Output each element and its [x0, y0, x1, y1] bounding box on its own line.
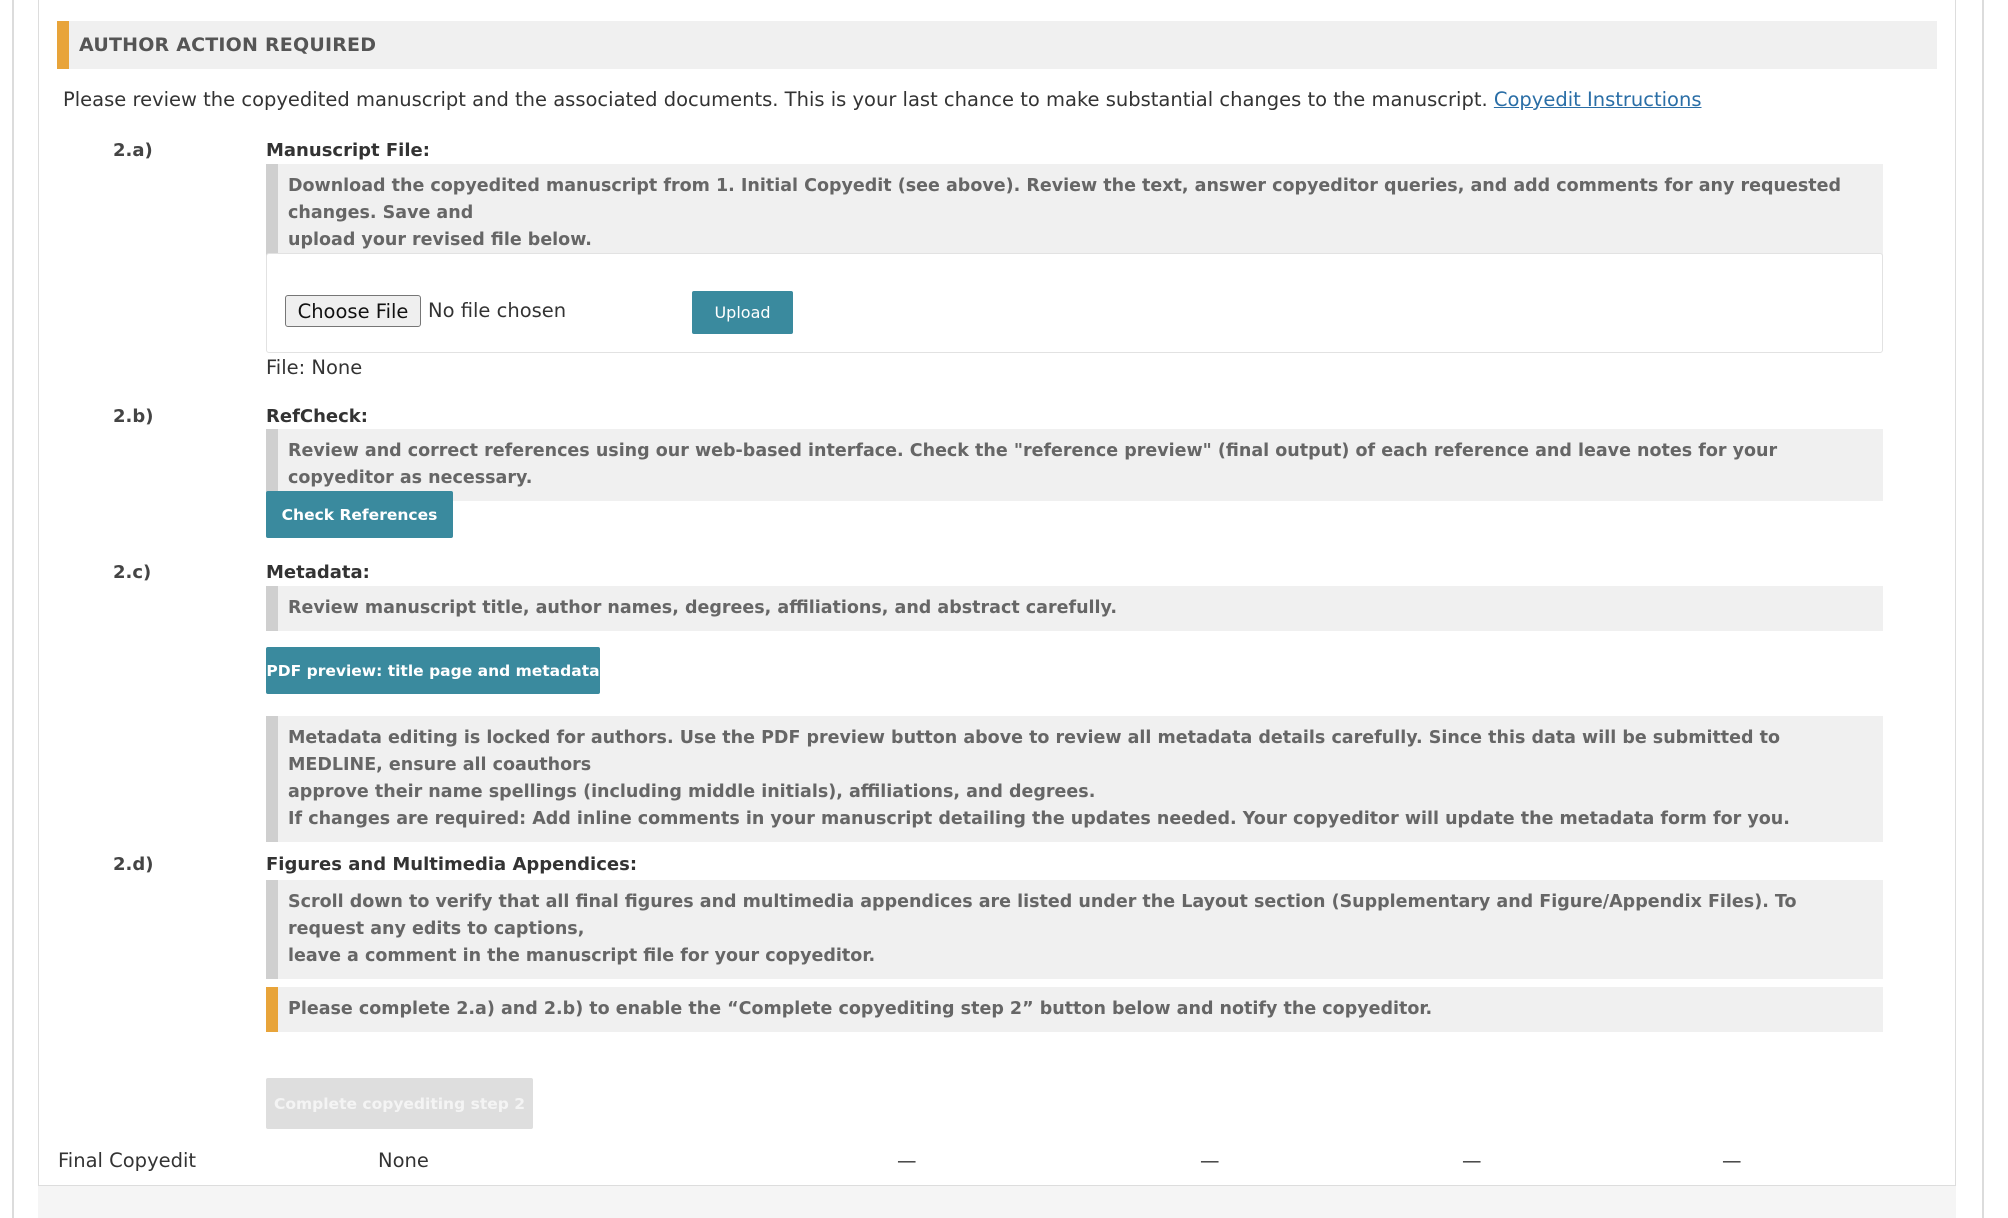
- note-line: Download the copyedited manuscript from 1. Initial Copyedit (see above). Review the text, answer copyeditor queries, and add comments for any requested changes. Save and: [288, 176, 1842, 223]
- note-line: leave a comment in the manuscript file for your copyeditor.: [288, 946, 876, 966]
- final-copyedit-dash: —: [1462, 1149, 1482, 1172]
- intro-paragraph: [63, 88, 1702, 111]
- note-line: Metadata editing is locked for authors. Use the PDF preview button above to review all metadata details carefully. Since this data will be submitted to MEDLINE, ensure all coauthors: [288, 728, 1781, 775]
- note-line: upload your revised file below.: [288, 230, 592, 250]
- refcheck-note: [266, 429, 1883, 501]
- step-number-2c: 2.c): [113, 562, 152, 583]
- file-status: File: None: [266, 356, 363, 379]
- page-edge-left: [12, 0, 14, 1218]
- choose-file-button[interactable]: Choose File: [285, 295, 421, 327]
- final-copyedit-dash: —: [1722, 1149, 1742, 1172]
- completion-warning: [266, 987, 1883, 1032]
- copyedit-instructions-link[interactable]: Copyedit Instructions: [1493, 88, 1702, 111]
- step-number-2a: 2.a): [113, 140, 153, 161]
- section-header: [57, 21, 1937, 69]
- note-line: If changes are required: Add inline comments in your manuscript detailing the updates needed. Your copyeditor will update the metadata form for you.: [288, 809, 1790, 829]
- no-file-chosen-text: No file chosen: [428, 299, 567, 322]
- final-copyedit-dash: —: [1200, 1149, 1220, 1172]
- final-copyedit-label: Final Copyedit: [58, 1149, 197, 1172]
- complete-step-2-button: Complete copyediting step 2: [266, 1078, 533, 1129]
- note-line: approve their name spellings (including middle initials), affiliations, and degrees.: [288, 782, 1096, 802]
- metadata-note: [266, 586, 1883, 631]
- step-label-refcheck: RefCheck:: [266, 406, 368, 427]
- note-line: Review manuscript title, author names, degrees, affiliations, and abstract carefully.: [288, 598, 1118, 618]
- step-label-manuscript-file: Manuscript File:: [266, 140, 430, 161]
- panel-footer-gap: [38, 1186, 1956, 1218]
- step-label-metadata: Metadata:: [266, 562, 370, 583]
- pdf-preview-button[interactable]: PDF preview: title page and metadata: [266, 647, 600, 694]
- step-label-figures: Figures and Multimedia Appendices:: [266, 854, 638, 875]
- note-line: Review and correct references using our web-based interface. Check the "reference preview" (final output) of each reference and leave notes for your copyeditor as necessary.: [288, 441, 1778, 488]
- figures-note: [266, 880, 1883, 979]
- upload-button[interactable]: Upload: [692, 291, 793, 334]
- final-copyedit-value: None: [378, 1149, 429, 1172]
- step-number-2b: 2.b): [113, 406, 154, 427]
- page-edge-right: [1982, 0, 1984, 1218]
- step-number-2d: 2.d): [113, 854, 154, 875]
- warning-text: Please complete 2.a) and 2.b) to enable the “Complete copyediting step 2” button below and notify the copyeditor.: [288, 999, 1433, 1019]
- manuscript-file-note: [266, 164, 1883, 263]
- check-references-button[interactable]: Check References: [266, 491, 453, 538]
- intro-text: Please review the copyedited manuscript and the associated documents. This is your last chance to make substantial changes to the manuscript.: [63, 88, 1488, 111]
- note-line: Scroll down to verify that all final figures and multimedia appendices are listed under the Layout section (Supplementary and Figure/Appendix Files). To request any edits to captions,: [288, 892, 1797, 939]
- section-title: AUTHOR ACTION REQUIRED: [79, 34, 377, 56]
- final-copyedit-dash: —: [897, 1149, 917, 1172]
- metadata-locked-note: [266, 716, 1883, 842]
